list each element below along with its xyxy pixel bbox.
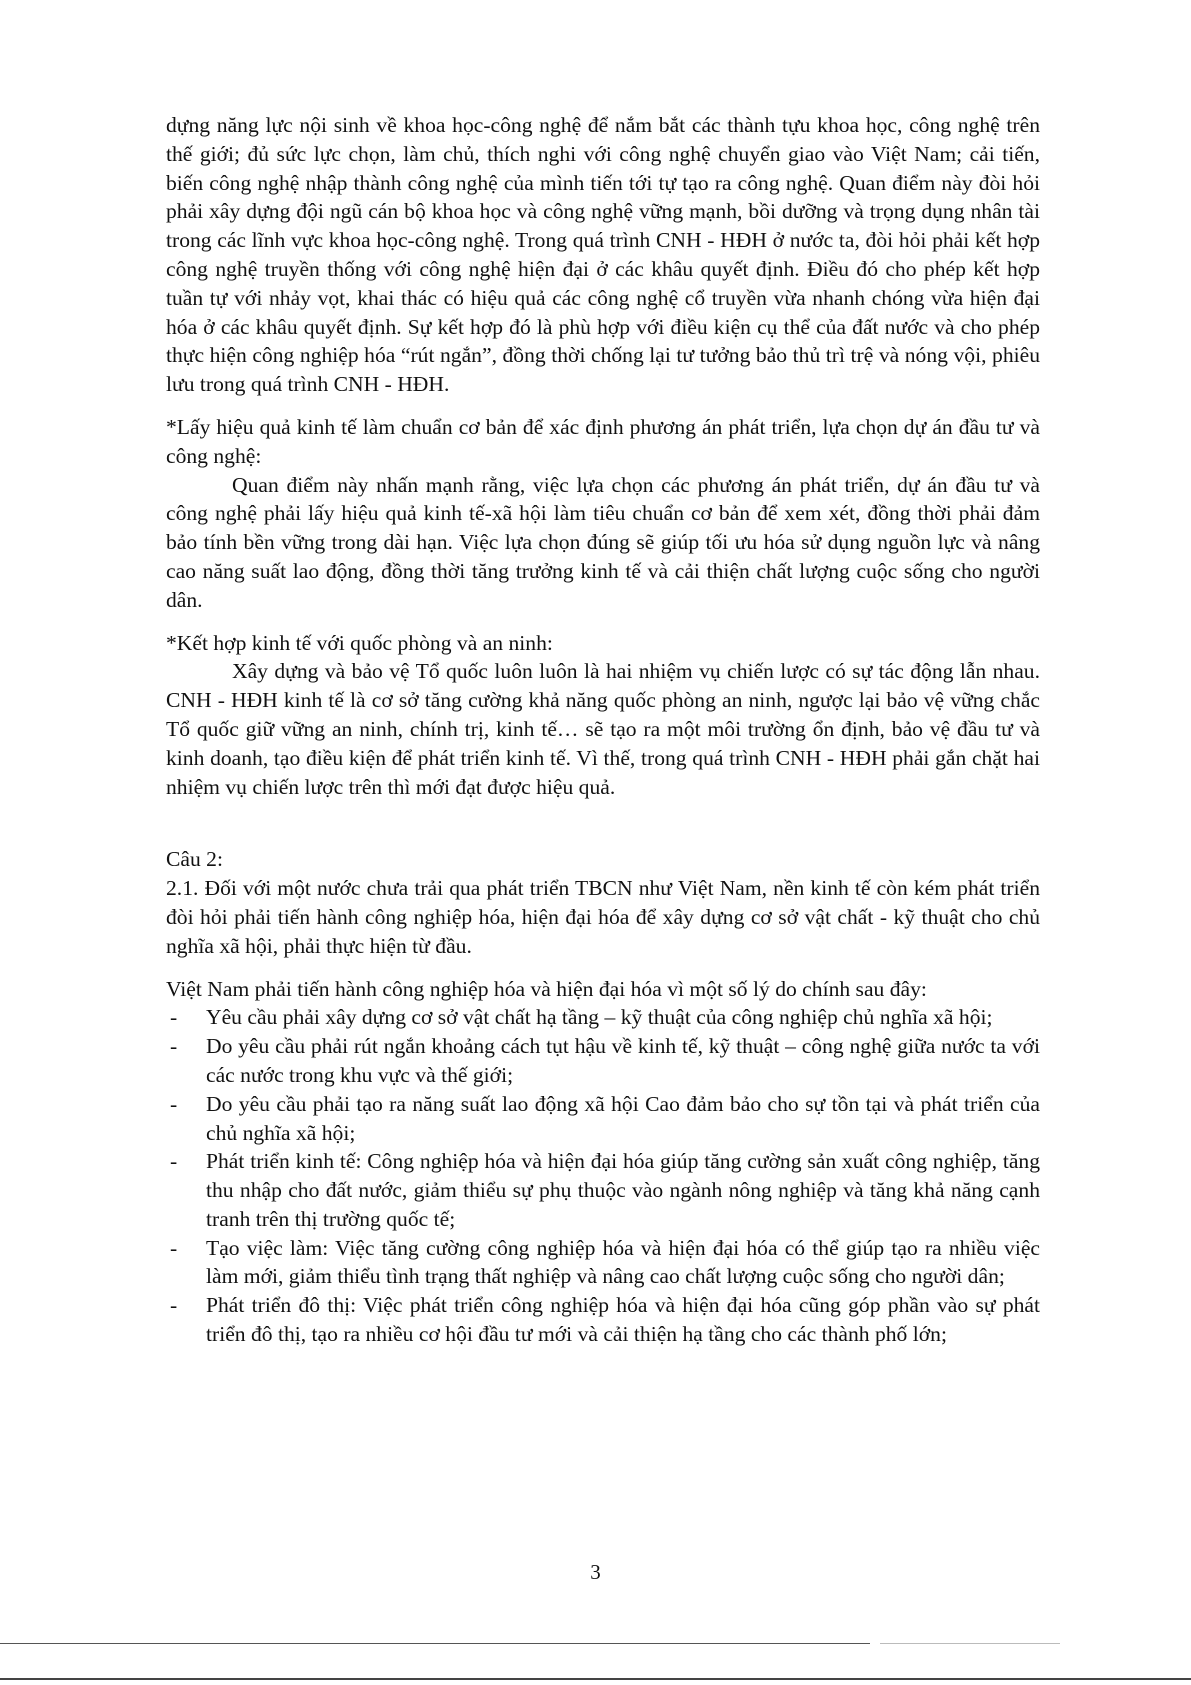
list-item — [166, 1003, 1040, 1032]
list-item-text: Phát triển đô thị: Việc phát triển công nghiệp hóa và hiện đại hóa cũng góp phần vào sự phát triển đô thị, tạo ra nhiều cơ hội đầu tư mới và cải thiện hạ tầng cho các thành phố lớn; — [206, 1293, 1040, 1347]
footer-divider — [0, 1643, 870, 1644]
paragraph-science-technology: dựng năng lực nội sinh về khoa học-công nghệ để nắm bắt các thành tựu khoa học, công nghệ trên thế giới; đủ sức lực chọn, làm chủ, thích nghi với công nghệ chuyển giao vào Việt Nam; cải tiến, biến công nghệ nhập thành công nghệ của mình tiến tới tự tạo ra công nghệ. Quan điểm này đòi hỏi phải xây dựng đội ngũ cán bộ khoa học và công nghệ vững mạnh, bồi dưỡng và trọng dụng nhân tài trong các lĩnh vực khoa học-công nghệ. Trong quá trình CNH - HĐH ở nước ta, đòi hỏi phải kết hợp công nghệ truyền thống với công nghệ hiện đại ở các khâu quyết định. Điều đó cho phép kết hợp tuần tự với nhảy vọt, khai thác có hiệu quả các công nghệ cổ truyền vừa nhanh chóng vừa hiện đại hóa ở các khâu quyết định. Sự kết hợp đó là phù hợp với điều kiện cụ thể của đất nước và cho phép thực hiện công nghiệp hóa “rút ngắn”, đồng thời chống lại tư tưởng bảo thủ trì trệ và nóng vội, phiêu lưu trong quá trình CNH - HĐH. — [166, 113, 1040, 397]
paragraph-point-2-1: 2.1. Đối với một nước chưa trải qua phát triển TBCN như Việt Nam, nền kinh tế còn kém phát triển đòi hỏi phải tiến hành công nghiệp hóa, hiện đại hóa để xây dựng cơ sở vật chất - kỹ thuật cho chủ nghĩa xã hội, phải thực hiện từ đầu. — [166, 876, 1040, 958]
list-item — [166, 1234, 1040, 1292]
list-item — [166, 1090, 1040, 1148]
dash-bullet: - — [170, 1091, 178, 1116]
footer-divider-faint — [880, 1643, 1060, 1644]
reasons-list — [166, 1003, 1040, 1349]
list-item-text: Yêu cầu phải xây dựng cơ sở vật chất hạ tầng – kỹ thuật của công nghiệp chủ nghĩa xã hội; — [206, 1005, 993, 1030]
dash-bullet: - — [170, 1034, 178, 1059]
list-item — [166, 1291, 1040, 1349]
section-spacer — [166, 815, 1040, 845]
document-body — [166, 111, 1040, 1349]
reasons-intro: Việt Nam phải tiến hành công nghiệp hóa và hiện đại hóa vì một số lý do chính sau đây: — [166, 976, 927, 1001]
heading-defense-security: *Kết hợp kinh tế với quốc phòng và an ninh: — [166, 630, 553, 655]
list-item-text: Do yêu cầu phải tạo ra năng suất lao động xã hội Cao đảm bảo cho sự tồn tại và phát triển của chủ nghĩa xã hội; — [206, 1091, 1040, 1145]
dash-bullet: - — [170, 1293, 178, 1318]
list-item-text: Do yêu cầu phải rút ngắn khoảng cách tụt hậu về kinh tế, kỹ thuật – công nghệ giữa nước ta với các nước trong khu vực và thế giới; — [206, 1034, 1040, 1087]
page-number: 3 — [590, 1560, 601, 1584]
list-item — [166, 1032, 1040, 1090]
dash-bullet: - — [170, 1005, 178, 1030]
question-label: Câu 2: — [166, 847, 223, 872]
paragraph-defense-security: Xây dựng và bảo vệ Tổ quốc luôn luôn là hai nhiệm vụ chiến lược có sự tác động lẫn nhau. CNH - HĐH kinh tế là cơ sở tăng cường khả năng quốc phòng an ninh, ngược lại bảo vệ vững chắc Tổ quốc giữ vững an ninh, chính trị, kinh tế… sẽ tạo ra một môi trường ổn định, bảo vệ đầu tư và kinh doanh, tạo điều kiện để phát triển kinh tế. Vì thế, trong quá trình CNH - HĐH phải gắn chặt hai nhiệm vụ chiến lược trên thì mới đạt được hiệu quả. — [166, 659, 1040, 799]
list-item-text: Phát triển kinh tế: Công nghiệp hóa và hiện đại hóa giúp tăng cường sản xuất công nghiệp, tăng thu nhập cho đất nước, giảm thiểu sự phụ thuộc vào ngành nông nghiệp và tăng khả năng cạnh tranh trên thị trường quốc tế; — [206, 1149, 1040, 1231]
heading-economic-efficiency: *Lấy hiệu quả kinh tế làm chuẩn cơ bản để xác định phương án phát triển, lựa chọn dự án đầu tư và công nghệ: — [166, 414, 1040, 468]
paragraph-economic-efficiency: Quan điểm này nhấn mạnh rằng, việc lựa chọn các phương án phát triển, dự án đầu tư và công nghệ phải lấy hiệu quả kinh tế-xã hội làm tiêu chuẩn cơ bản để xem xét, đồng thời phải đảm bảo tính bền vững trong dài hạn. Việc lựa chọn đúng sẽ giúp tối ưu hóa sử dụng nguồn lực và nâng cao năng suất lao động, đồng thời tăng trưởng kinh tế và cải thiện chất lượng cuộc sống cho người dân. — [166, 472, 1040, 612]
dash-bullet: - — [170, 1235, 178, 1260]
list-item-text: Tạo việc làm: Việc tăng cường công nghiệp hóa và hiện đại hóa có thể giúp tạo ra nhiều việc làm mới, giảm thiểu tình trạng thất nghiệp và nâng cao chất lượng cuộc sống cho người dân; — [206, 1235, 1040, 1289]
list-item — [166, 1147, 1040, 1233]
page-bottom-edge — [0, 1678, 1191, 1680]
dash-bullet: - — [170, 1149, 178, 1174]
